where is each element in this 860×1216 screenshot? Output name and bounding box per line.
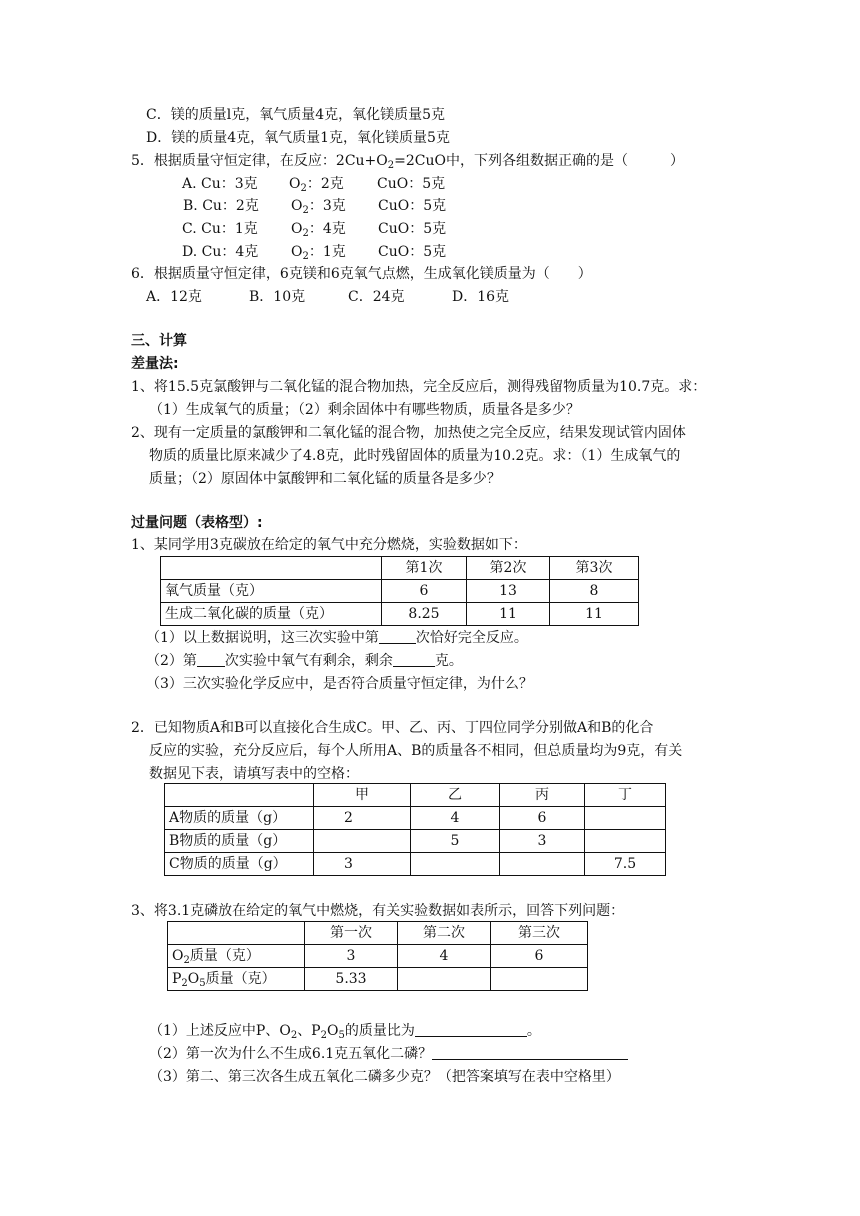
table-cell: [411, 853, 500, 876]
table-row-label: 氧气质量（克）: [161, 580, 382, 603]
table-row-label: $O_2$质量（克）: [168, 945, 305, 968]
table-row: [165, 807, 666, 830]
table-cell: 8: [550, 580, 639, 603]
table-header-cell: 第一次: [305, 922, 398, 945]
table-cell: [585, 807, 666, 830]
table-cell: [398, 968, 491, 991]
table-row: [161, 603, 639, 626]
question-6-stem: 6．根据质量守恒定律，6克镁和6克氧气点燃，生成氧化镁质量为（ ）: [131, 266, 592, 282]
table-header-cell: 丁: [585, 784, 666, 807]
table-row: [165, 830, 666, 853]
table-row: [168, 922, 588, 945]
problem-2-line-3: 质量；（2）原固体中氯酸钾和二氧化锰的质量各是多少？: [149, 471, 501, 487]
table-cell: 6: [491, 945, 588, 968]
table-3-question-3: （3）第二、第三次各生成五氧化二磷多少克？（把答案填写在表中空格里）: [149, 1069, 620, 1085]
q5-option-c-label: C. Cu：1克: [182, 221, 258, 237]
table-row-label: B物质的质量（g）: [165, 830, 314, 853]
table-2-intro-line-1: 2．已知物质A和B可以直接化合生成C。甲、乙、丙、丁四位同学分别做A和B的化合: [131, 720, 654, 736]
section-title: 三、计算: [131, 333, 187, 349]
table-row: [165, 853, 666, 876]
table-row: [168, 968, 588, 991]
table-cell: 11: [550, 603, 639, 626]
table-cell: [314, 830, 411, 853]
table-header-cell: 第3次: [550, 557, 639, 580]
table-cell: [500, 853, 585, 876]
excess-problem-title: 过量问题（表格型）:: [131, 515, 263, 531]
diff-method-title: 差量法:: [131, 356, 179, 372]
table-cell: 2: [314, 807, 411, 830]
table-row: [165, 784, 666, 807]
table-header-cell: 第2次: [467, 557, 550, 580]
answer-blank[interactable]: [393, 652, 435, 667]
table-row: [168, 945, 588, 968]
table-cell: 4: [398, 945, 491, 968]
q6-option-b: B．10克: [249, 289, 306, 305]
answer-blank[interactable]: [432, 1045, 628, 1060]
table-header-cell: 第1次: [382, 557, 467, 580]
answer-blank[interactable]: [379, 629, 416, 644]
table-cell: [165, 784, 314, 807]
q5-option-b-label: B. Cu：2克: [183, 198, 259, 214]
q5-option-d-o2: $O_2$：1克: [291, 244, 346, 262]
q5-option-c-o2: $O_2$：4克: [291, 221, 346, 239]
table-cell: [161, 557, 382, 580]
table-cell: [491, 968, 588, 991]
q6-option-c: C．24克: [348, 289, 405, 305]
option-c-text: C．镁的质量l克，氧气质量4克，氧化镁质量5克: [146, 107, 446, 123]
table-cell: 6: [500, 807, 585, 830]
table-header-cell: 甲: [314, 784, 411, 807]
table-header-cell: 第二次: [398, 922, 491, 945]
table-cell: 8.25: [382, 603, 467, 626]
table-2: [164, 783, 666, 876]
table-cell: 3: [500, 830, 585, 853]
problem-2-line-2: 物质的质量比原来减少了4.8克，此时残留固体的质量为10.2克。求：（1）生成氧气的: [149, 448, 681, 464]
table-cell: 4: [411, 807, 500, 830]
q5-stem-part: =2CuO中，下列各组数据正确的是（ ）: [394, 153, 684, 169]
table-2-intro-line-2: 反应的实验，充分反应后，每个人所用A、B的质量各不相同，但总质量均为9克，有关: [149, 743, 683, 759]
q5-option-d-label: D. Cu：4克: [182, 244, 259, 260]
table-cell: 5: [411, 830, 500, 853]
answer-blank[interactable]: [197, 652, 225, 667]
answer-blank[interactable]: [415, 1022, 527, 1037]
table-header-cell: 丙: [500, 784, 585, 807]
table-1: [160, 556, 639, 626]
table-cell: [168, 922, 305, 945]
table-1-intro: 1、某同学用3克碳放在给定的氧气中充分燃烧，实验数据如下：: [131, 537, 527, 553]
table-cell: 3: [305, 945, 398, 968]
table-cell: 3: [314, 853, 411, 876]
table-row-label: $P_2O_5$质量（克）: [168, 968, 305, 991]
q5-stem-part: 5．根据质量守恒定律，在反应：2Cu+O: [131, 153, 388, 169]
q5-option-a-cuo: CuO：5克: [377, 176, 446, 192]
table-2-intro-line-3: 数据见下表，请填写表中的空格：: [149, 766, 359, 782]
table-row-label: 生成二氧化碳的质量（克）: [161, 603, 382, 626]
table-row-label: C物质的质量（g）: [165, 853, 314, 876]
q5-option-b-o2: $O_2$：3克: [291, 198, 346, 216]
q5-stem-sub: 2: [387, 160, 395, 171]
table-3: [167, 921, 588, 991]
table-cell: 5.33: [305, 968, 398, 991]
table-3-intro: 3、将3.1克磷放在给定的氧气中燃烧，有关实验数据如表所示，回答下列问题：: [131, 903, 625, 919]
problem-1-line-2: （1）生成氧气的质量；（2）剩余固体中有哪些物质，质量各是多少？: [149, 402, 580, 418]
problem-1-line-1: 1、将15.5克氯酸钾与二氧化锰的混合物加热，完全反应后，测得残留物质量为10.7克。求：: [131, 379, 707, 395]
table-cell: 11: [467, 603, 550, 626]
table-header-cell: 第三次: [491, 922, 588, 945]
q5-option-a-label: A. Cu：3克: [182, 176, 258, 192]
table-row: [161, 557, 639, 580]
q5-option-c-cuo: CuO：5克: [378, 221, 447, 237]
q6-option-a: A．12克: [146, 289, 202, 305]
problem-2-line-1: 2、现有一定质量的氯酸钾和二氧化锰的混合物，加热使之完全反应，结果发现试管内固体: [131, 425, 686, 441]
table-1-question-2: （2）第 次实验中氧气有剩余，剩余 克。: [146, 653, 463, 669]
q5-option-d-cuo: CuO：5克: [378, 244, 447, 260]
table-row: [161, 580, 639, 603]
table-row-label: A物质的质量（g）: [165, 807, 314, 830]
q5-option-b-cuo: CuO：5克: [378, 198, 447, 214]
table-cell: 6: [382, 580, 467, 603]
table-1-question-3: （3）三次实验化学反应中，是否符合质量守恒定律，为什么？: [146, 676, 533, 692]
table-1-question-1: （1）以上数据说明，这三次实验中第 次恰好完全反应。: [146, 630, 528, 646]
table-cell: 7.5: [585, 853, 666, 876]
q5-option-a-o2: $O_2$：2克: [289, 176, 344, 194]
table-3-question-2: （2）第一次为什么不生成6.1克五氧化二磷？: [149, 1044, 628, 1064]
table-3-question-1: （1）上述反应中P、$O_2$、$P_2O_5$的质量比为 。: [149, 1023, 541, 1041]
table-cell: 13: [467, 580, 550, 603]
table-header-cell: 乙: [411, 784, 500, 807]
question-5-stem: [131, 151, 684, 171]
q6-option-d: D．16克: [452, 289, 510, 305]
option-d-text: D．镁的质量4克，氧气质量1克，氧化镁质量5克: [146, 130, 450, 146]
table-cell: [585, 830, 666, 853]
